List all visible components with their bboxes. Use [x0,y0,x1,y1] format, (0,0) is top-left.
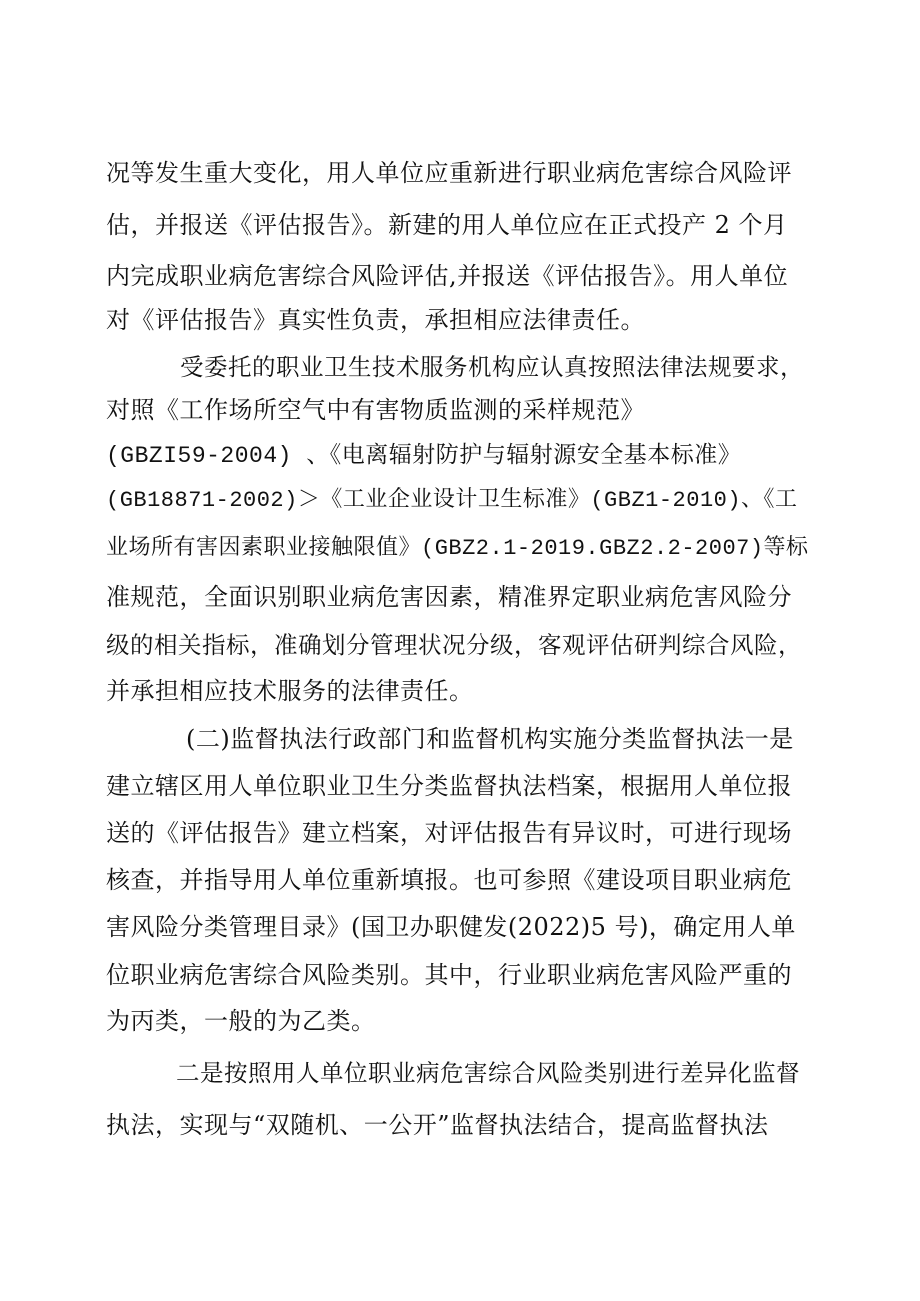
body-text-line: 二是按照用人单位职业病危害综合风险类别进行差异化监督 [176,1059,800,1087]
body-text-line: 级的相关指标，准确划分管理状况分级，客观评估研判综合风险， [106,631,802,659]
body-text-line: 位职业病危害综合风险类别。其中，行业职业病危害风险严重的 [106,961,792,989]
body-text-line: 业场所有害因素职业接触限值》(GBZ2.1-2019.GBZ2.2-2007)等标 [106,536,809,561]
body-text-line: 并承担相应技术服务的法律责任。 [106,677,474,705]
body-text-line: 受委托的职业卫生技术服务机构应认真按照法律法规要求， [180,353,804,381]
body-text-line: 况等发生重大变化，用人单位应重新进行职业病危害综合风险评 [106,159,792,187]
body-text-line: (GB18871-2002)＞《工业企业设计卫生标准》(GBZ1-2010)、《工 [106,488,798,513]
body-text-line: (GBZI59-2004) 、《电离辐射防护与辐射源安全基本标准》 [106,443,742,469]
body-text-line: 建立辖区用人单位职业卫生分类监督执法档案，根据用人单位报 [106,772,792,800]
body-text-line: 送的《评估报告》建立档案，对评估报告有异议时，可进行现场 [106,819,792,847]
body-text-line: 为丙类，一般的为乙类。 [106,1007,376,1035]
section-heading-line: (二)监督执法行政部门和监督机构实施分类监督执法一是 [186,725,794,753]
body-text-line: 核查，并指导用人单位重新填报。也可参照《建设项目职业病危 [106,866,792,894]
body-text-line: 内完成职业病危害综合风险评估,并报送《评估报告》。用人单位 [106,262,789,290]
body-text-line: 准规范，全面识别职业病危害因素，精准界定职业病危害风险分 [106,583,792,611]
body-text-line: 估，并报送《评估报告》。新建的用人单位应在正式投产 2 个月 [106,211,788,239]
body-text-line: 害风险分类管理目录》(国卫办职健发(2022)5 号)，确定用人单 [106,913,796,941]
body-text-line: 执法，实现与“双随机、一公开”监督执法结合，提高监督执法 [106,1111,769,1139]
body-text-line: 对照《工作场所空气中有害物质监测的采样规范》 [106,396,645,424]
body-text-line: 对《评估报告》真实性负责，承担相应法律责任。 [106,306,645,334]
